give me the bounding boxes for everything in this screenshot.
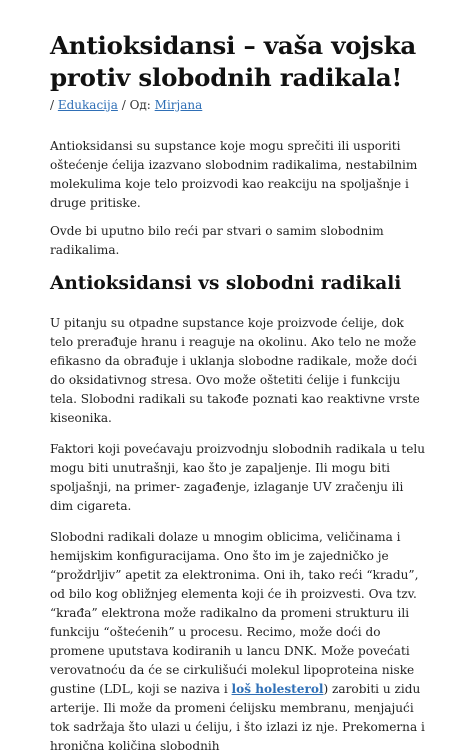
meta-separator: / Од: — [117, 98, 155, 112]
section-paragraph-2: Faktori koji povećavaju proizvodnju slobodnih radikala u telu mogu biti unutrašnji, kao što je zapaljenje. Ili mogu biti spoljašnji, na primer- zagađenje, izlaganje UV zračenju ili dim cigareta. — [50, 442, 426, 513]
article — [50, 30, 430, 756]
intro-paragraph-1: Antioksidansi su supstance koje mogu sprečiti ili usporiti oštećenje ćelija izazvano slobodnim radikalima, nestabilnim molekulima koje telo proizvodi kao reakciju na spoljašnje i druge pritiske. — [50, 139, 418, 210]
category-link[interactable]: Edukacija — [57, 98, 118, 112]
paragraph-text-before-link: Slobodni radikali dolaze u mnogim oblicima, veličinama i hemijskim konfiguracijama. Ono što im je zajedničko je “proždrljiv” apetit za elektronima. Oni ih, tako reći “kradu”, od bilo kog obližnjeg elementa koji će ih proizvesti. Ova tzv. “krađa” elektrona može radikalno da promeni strukturu ili funkciju “oštećenih” u procesu. Recimo, može doći do promene uputstava kodiranih u lancu DNK. Može povećati verovatnoću da će se cirkulišući molekul lipoproteina niske gustine (LDL, koji se naziva i — [50, 530, 419, 696]
bad-cholesterol-link[interactable]: loš holesterol — [231, 682, 324, 696]
section-paragraph-3 — [50, 528, 430, 756]
meta-prefix: / — [50, 98, 58, 112]
author-link[interactable]: Mirjana — [154, 98, 203, 112]
intro-paragraph-2: Ovde bi uputno bilo reći par stvari o samim slobodnim radikalima. — [50, 224, 384, 257]
article-meta — [50, 97, 430, 113]
article-title: Antioksidansi – vaša vojska protiv slobodnih radikala! — [50, 31, 417, 92]
paragraph-text-after-link: ) zarobiti u zidu arterije. Ili može da promeni ćelijsku membranu, menjajući tok sadržaja što ulazi u ćeliju, i što izlazi iz nje. Prekomerna i hronična količina slobodnih — [50, 682, 425, 753]
section-paragraph-1: U pitanju su otpadne supstance koje proizvode ćelije, dok telo prerađuje hranu i reaguje na okolinu. Ako telo ne može efikasno da obrađuje i uklanja slobodne radikale, može doći do oksidativnog stresa. Ovo može oštetiti ćelije i funkciju tela. Slobodni radikali su takođe poznati kao reaktivne vrste kiseonika. — [50, 316, 420, 425]
section-heading: Antioksidansi vs slobodni radikali — [50, 273, 402, 294]
